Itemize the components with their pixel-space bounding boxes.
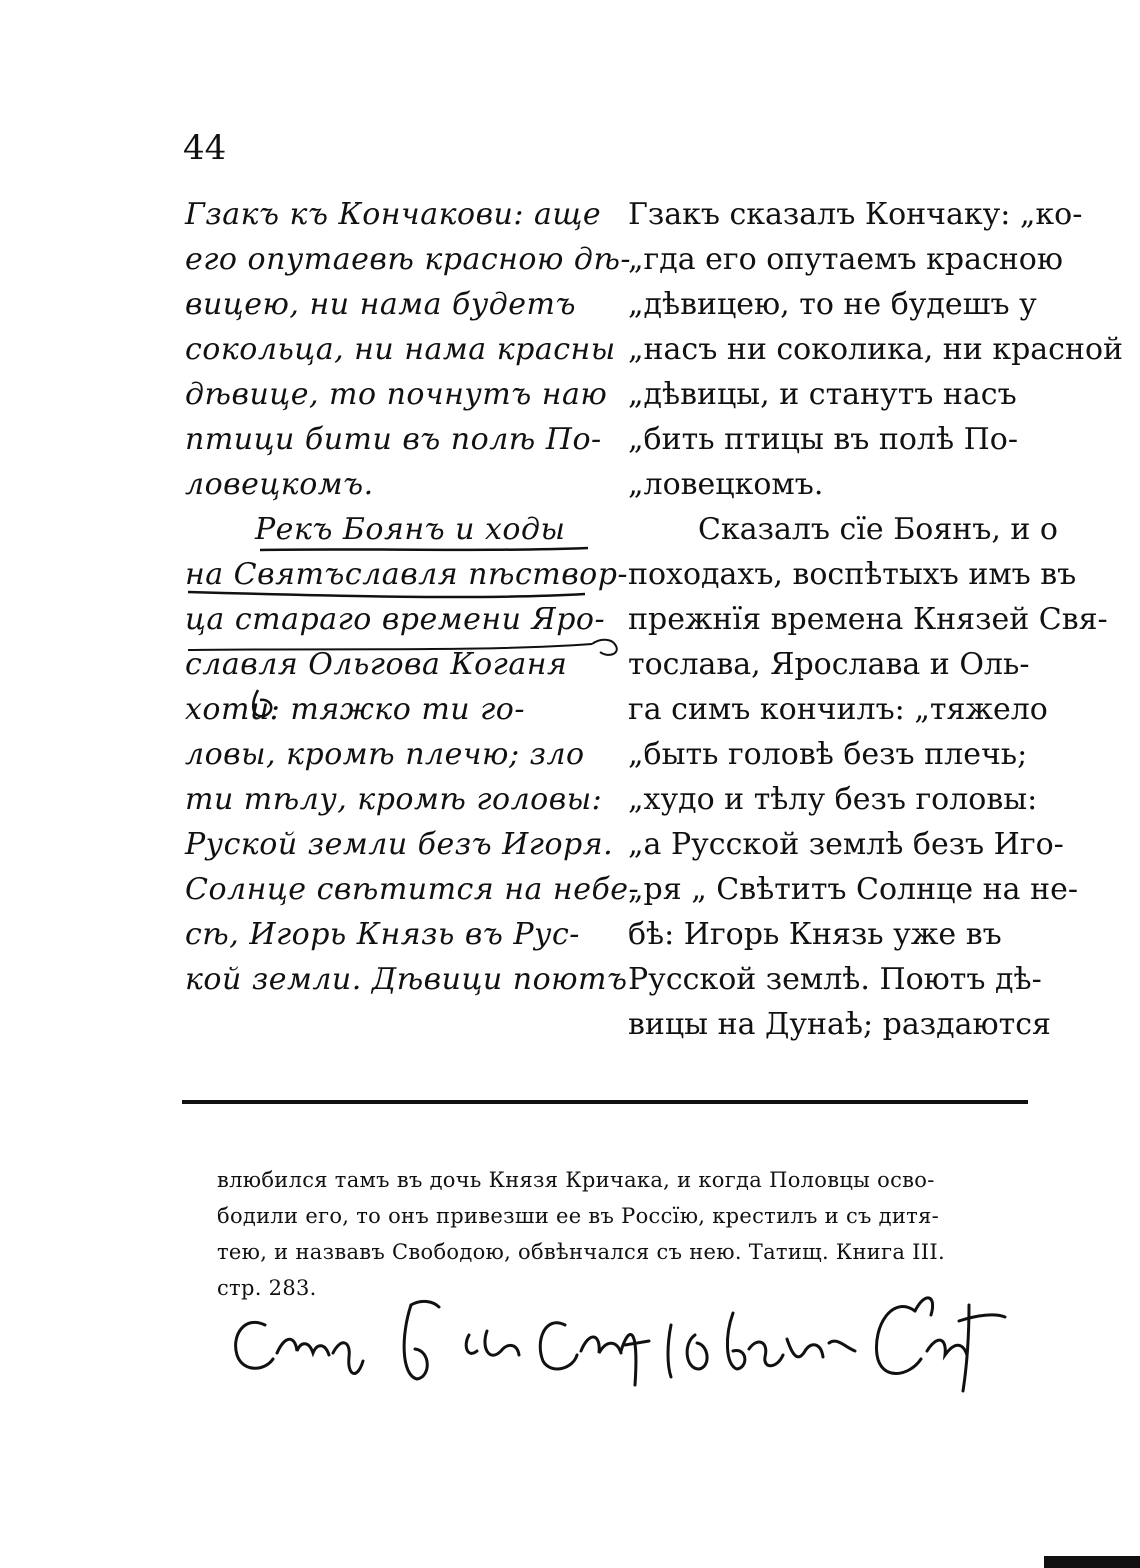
text-line: прежнїя времена Князей Свя- (628, 602, 1108, 637)
footnote-line: стр. 283. (217, 1276, 317, 1300)
text-line: бѣ: Игорь Князь уже въ (628, 917, 1002, 952)
handwritten-note (225, 1285, 1015, 1395)
text-line: ловецкомъ. (185, 467, 374, 502)
text-line: птици бити въ полѣ По- (185, 422, 602, 457)
correction-mark (592, 640, 617, 655)
text-line: хоти: тяжко ти го- (185, 692, 525, 727)
text-line: „дѣвицы, и станутъ насъ (628, 377, 1017, 412)
text-line: „бить птицы въ полѣ По- (628, 422, 1018, 457)
footnote-line: тею, и назвавъ Свободою, обвѣнчался съ нею. Татищ. Книга III. (217, 1240, 945, 1264)
text-line: походахъ, воспѣтыхъ имъ въ (628, 557, 1077, 592)
underline-stroke (188, 644, 592, 650)
text-line: кой земли. Дѣвици поютъ (185, 962, 628, 997)
text-line: ти тѣлу, кромѣ головы: (185, 782, 603, 817)
text-line: „быть головѣ безъ плечь; (628, 737, 1028, 772)
right-paragraph-2 (628, 507, 1108, 1047)
correction-mark (253, 690, 271, 716)
text-line: „дѣвицею, то не будешъ у (628, 287, 1037, 322)
underline-stroke (260, 548, 588, 550)
text-line: его опутаевѣ красною дѣ- (185, 242, 632, 277)
text-line: „гда его опутаемъ красною (628, 242, 1063, 277)
right-column-translation (628, 192, 1124, 1047)
text-line: „ря „ Свѣтитъ Солнце на не- (628, 872, 1078, 907)
text-line: Рекъ Боянъ и ходы (255, 512, 566, 547)
text-line: дѣвице, то почнутъ наю (185, 377, 608, 412)
text-line: Руской земли безъ Игоря. (185, 827, 614, 862)
footnote-divider (182, 1100, 1028, 1104)
footnote-line: влюбился тамъ въ дочь Князя Кричака, и когда Половцы осво- (217, 1168, 935, 1192)
left-paragraph-1 (185, 192, 632, 507)
text-line: славля Ольгова Коганя (185, 647, 568, 682)
text-line: Сказалъ сїе Боянъ, и о (698, 512, 1058, 547)
text-line: ловы, кромѣ плечю; зло (185, 737, 585, 772)
text-line: „а Русской землѣ безъ Иго- (628, 827, 1064, 862)
right-paragraph-1 (628, 192, 1124, 507)
text-line: Гзакъ сказалъ Кончаку: „ко- (628, 197, 1083, 232)
underline-stroke (188, 592, 585, 597)
handwritten-underlines (180, 540, 640, 720)
text-line: сокольца, ни нама красны (185, 332, 616, 367)
page-number: 44 (183, 128, 227, 168)
text-line: вицею, ни нама будетъ (185, 287, 576, 322)
scan-edge-mark (1044, 1556, 1140, 1568)
text-line: „худо и тѣлу безъ головы: (628, 782, 1038, 817)
text-line: тослава, Ярослава и Оль- (628, 647, 1030, 682)
text-line: сѣ, Игорь Князь въ Рус- (185, 917, 580, 952)
text-line: „насъ ни соколика, ни красной (628, 332, 1124, 367)
text-line: Солнце свѣтится на небе- (185, 872, 640, 907)
footnote-line: бодили его, то онъ привезши ее въ Россїю, крестилъ и съ дитя- (217, 1204, 940, 1228)
text-line: Русской землѣ. Поютъ дѣ- (628, 962, 1042, 997)
text-line: вицы на Дунаѣ; раздаются (628, 1007, 1051, 1042)
text-line: Гзакъ къ Кончакови: аще (185, 197, 602, 232)
text-line: га симъ кончилъ: „тяжело (628, 692, 1048, 727)
text-line: ца стараго времени Яро- (185, 602, 606, 637)
text-line: „ловецкомъ. (628, 467, 824, 502)
text-line: на Святъславля пѣствор- (185, 557, 629, 592)
